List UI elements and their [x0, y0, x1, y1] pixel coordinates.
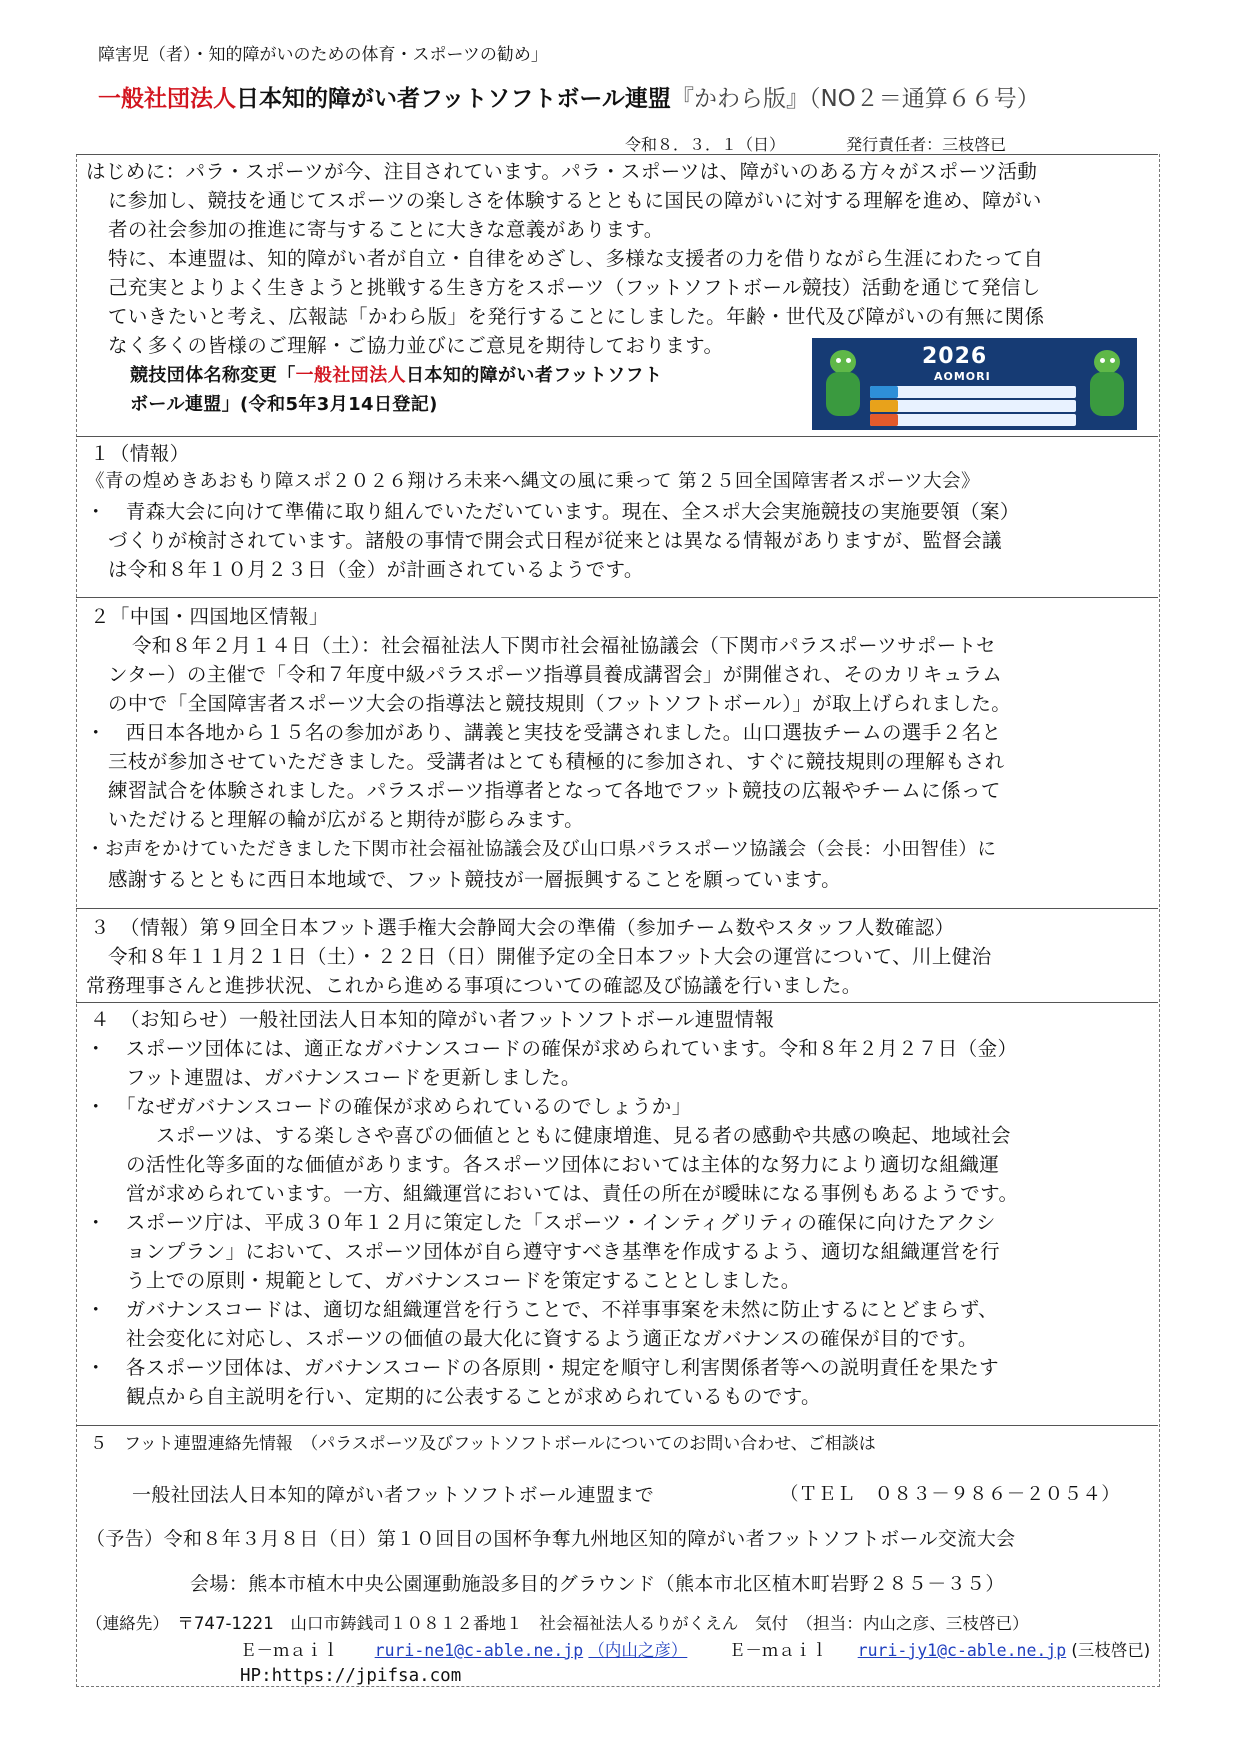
sec4-line: 社会変化に対応し、スポーツの価値の最大化に資するよう適正なガバナンスの確保が目的です。	[126, 1327, 978, 1350]
homepage-link[interactable]: HP:https://jpifsa.com	[240, 1666, 462, 1686]
sec5-divider	[76, 1425, 1158, 1426]
sec4-line: 観点から自主説明を行い、定期的に公表することが求められているものです。	[126, 1385, 821, 1408]
sec2-line: ンター）の主催で「令和７年度中級パラスポーツ指導員養成講習会」が開催され、そのカリキュラム	[108, 663, 1003, 686]
intro-line: 己充実とよりよく生きようと挑戦する生き方をスポーツ（フットソフトボール競技）活動を通じて発信し	[108, 276, 1041, 299]
sec4-line: の活性化等多面的な価値があります。各スポーツ団体においては主体的な努力により適切な組織運	[126, 1153, 1000, 1176]
sec3-heading: ３ （情報）第９回全日本フット選手権大会静岡大会の準備（参加チーム数やスタッフ人数確認）	[90, 916, 955, 939]
email-label: Ｅ－ｍａｉｌ	[240, 1641, 339, 1661]
responsible-person: 発行責任者：三枝啓已	[846, 135, 1007, 154]
sec4-line: フット連盟は、ガバナンスコードを更新しました。	[126, 1066, 581, 1089]
sec1-event: 《青の煌めきあおもり障スポ２０２６翔けろ未来へ縄文の風に乗って 第２５回全国障害者スポーツ大会》	[86, 471, 980, 492]
tournament-venue: 会場：熊本市植木中央公園運動施設多目的グラウンド（熊本市北区植木町岩野２８５－３５）	[190, 1573, 1005, 1595]
sec2-line: ・ 西日本各地から１５名の参加があり、講義と実技を受講されました。山口選抜チームの選手２名と	[86, 721, 1002, 744]
sec1-divider	[76, 436, 1158, 437]
email-link-saegusa[interactable]: ruri-jy1@c-able.ne.jp	[857, 1641, 1067, 1661]
contact-address: （連絡先） 〒747-1221 山口市鋳銭司１０８１２番地１ 社会福祉法人るりがくえん 気付 （担当：内山之彦、三枝啓已）	[86, 1614, 1029, 1633]
email-name-uchiyama: （内山之彦）	[588, 1641, 688, 1661]
rename-a: 競技団体名称変更「	[130, 365, 296, 386]
sec2-line: いただけると理解の輪が広がると期待が膨らみます。	[108, 808, 585, 831]
mascot-left-icon	[822, 350, 862, 420]
sec2-line: 令和８年２月１４日（土）：社会福祉法人下関市社会福祉協議会（下関市パラスポーツサポートセ	[132, 634, 996, 657]
sec1-line: ・ 青森大会に向けて準備に取り組んでいただいています。現在、全スポ大会実施競技の実施要領（案）	[86, 500, 1020, 523]
sec2-line: 感謝するとともに西日本地域で、フット競技が一層振興することを願っています。	[108, 868, 841, 891]
sec2-divider	[76, 597, 1158, 598]
sec1-heading: １（情報）	[90, 442, 190, 465]
sec4-line: ・ スポーツ庁は、平成３０年１２月に策定した「スポーツ・インティグリティの確保に向けたアクシ	[86, 1211, 996, 1234]
sec2-heading: ２「中国・四国地区情報」	[90, 605, 329, 628]
title-org-type: 一般社団法人	[98, 86, 236, 112]
sec4-line: ・ 「なぜガバナンスコードの確保が求められているのでしょうか」	[86, 1095, 692, 1118]
contact-tel: （ＴＥＬ ０８３－９８６－２０５４）	[780, 1484, 1121, 1505]
intro-line: はじめに：パラ・スポーツが今、注目されています。パラ・スポーツは、障がいのある方々がスポーツ活動	[86, 160, 1038, 183]
top-note: 障害児（者）・知的障がいのための体育・スポーツの勧め」	[98, 45, 548, 65]
sec4-line: う上での原則・規範として、ガバナンスコードを策定することとしました。	[126, 1269, 801, 1292]
poster-date-row	[870, 414, 1076, 426]
poster-place: AOMORI	[934, 370, 991, 383]
sec3-line: 常務理事さんと進捗状況、これから進める事項についての確認及び協議を行いました。	[86, 974, 862, 997]
mascot-right-icon	[1086, 350, 1126, 420]
sec5-heading: ５ フット連盟連絡先情報 （パラスポーツ及びフットソフトボールについてのお問い合わせ、ご相談は	[90, 1434, 876, 1454]
sec1-line: は令和８年１０月２３日（金）が計画されているようです。	[108, 558, 644, 581]
aomori-2026-poster	[812, 338, 1137, 430]
rename-b: 日本知的障がい者フットソフト	[406, 365, 663, 386]
sec4-line: スポーツは、する楽しさや喜びの価値とともに健康増進、見る者の感動や共感の喚起、地域社会	[156, 1124, 1011, 1147]
intro-line: なく多くの皆様のご理解・ご協力並びにご意見を期待しております。	[108, 334, 724, 357]
sec4-line: ・ 各スポーツ団体は、ガバナンスコードの各原則・規定を順守し利害関係者等への説明責任を果たす	[86, 1356, 1000, 1379]
sec3-line: 令和８年１１月２１日（土）・２２日（日）開催予定の全日本フット大会の運営について、川上健治	[108, 945, 992, 968]
email-label: Ｅ－ｍａｉｌ	[728, 1641, 828, 1661]
intro-line: ていきたいと考え、広報誌「かわら版」を発行することにしました。年齢・世代及び障がいの有無に関係	[108, 305, 1045, 328]
intro-divider	[76, 154, 1158, 155]
sec3-divider	[76, 908, 1158, 909]
title-issue: 『かわら版』（NO２＝通算６６号）	[670, 86, 1040, 112]
issue-date: 令和８．３．１（日）	[625, 135, 786, 154]
sec2-line: 練習試合を体験されました。パラスポーツ指導者となって各地でフット競技の広報やチームに係って	[108, 779, 1001, 802]
rename-org-type: 一般社団法人	[295, 365, 407, 386]
contact-org: 一般社団法人日本知的障がい者フットソフトボール連盟まで	[132, 1484, 655, 1506]
poster-year: 2026	[922, 344, 988, 369]
sec4-heading: ４ （お知らせ）一般社団法人日本知的障がい者フットソフトボール連盟情報	[90, 1008, 775, 1031]
poster-date-row	[870, 386, 1076, 398]
sec4-line: ・ スポーツ団体には、適正なガバナンスコードの確保が求められています。令和８年２月２７日（金）	[86, 1037, 1018, 1060]
intro-line: 特に、本連盟は、知的障がい者が自立・自律をめざし、多様な支援者の力を借りながら生涯にわたって自	[108, 247, 1044, 270]
sec4-line: ョンプラン」において、スポーツ団体が自ら遵守すべき基準を作成するよう、適切な組織運営を行	[126, 1240, 1001, 1263]
intro-line: 者の社会参加の推進に寄与することに大きな意義があります。	[108, 218, 664, 241]
sec2-line: 三枝が参加させていただきました。受講者はとても積極的に参加され、すぐに競技規則の理解もされ	[108, 750, 1005, 773]
poster-date-row	[870, 400, 1076, 412]
email-link-uchiyama[interactable]: ruri-ne1@c-able.ne.jp	[374, 1641, 584, 1661]
tournament-notice: （予告）令和８年３月８日（日）第１０回目の国杯争奪九州地区知的障がい者フットソフトボール交流大会	[86, 1528, 1016, 1550]
sec4-line: ・ ガバナンスコードは、適切な組織運営を行うことで、不祥事事案を未然に防止するにとどまらず、	[86, 1298, 998, 1321]
rename-notice	[130, 367, 662, 385]
sec1-line: づくりが検討されています。諸般の事情で開会式日程が従来とは異なる情報がありますが、監督会議	[108, 529, 1002, 552]
sec2-line: の中で「全国障害者スポーツ大会の指導法と競技規則（フットソフトボール）」が取上げられました。	[108, 692, 1012, 715]
sec4-divider	[76, 1002, 1158, 1003]
page-title	[98, 80, 1040, 113]
email-name-saegusa: (三枝啓已)	[1071, 1641, 1151, 1661]
sec4-line: 営が求められています。一方、組織運営においては、責任の所在が曖昧になる事例もあるようです。	[126, 1182, 1019, 1205]
email-row	[240, 1643, 1150, 1660]
intro-line: に参加し、競技を通じてスポーツの楽しさを体験するとともに国民の障がいに対する理解を進め、障がい	[108, 189, 1042, 212]
title-org-name: 日本知的障がい者フットソフトボール連盟	[236, 86, 671, 112]
date-line	[625, 132, 1006, 155]
rename-notice-2: ボール連盟」(令和5年3月14日登記)	[130, 394, 438, 415]
sec2-line: ・お声をかけていただきました下関市社会福祉協議会及び山口県パラスポーツ協議会（会長：小田智佳）に	[86, 839, 997, 860]
